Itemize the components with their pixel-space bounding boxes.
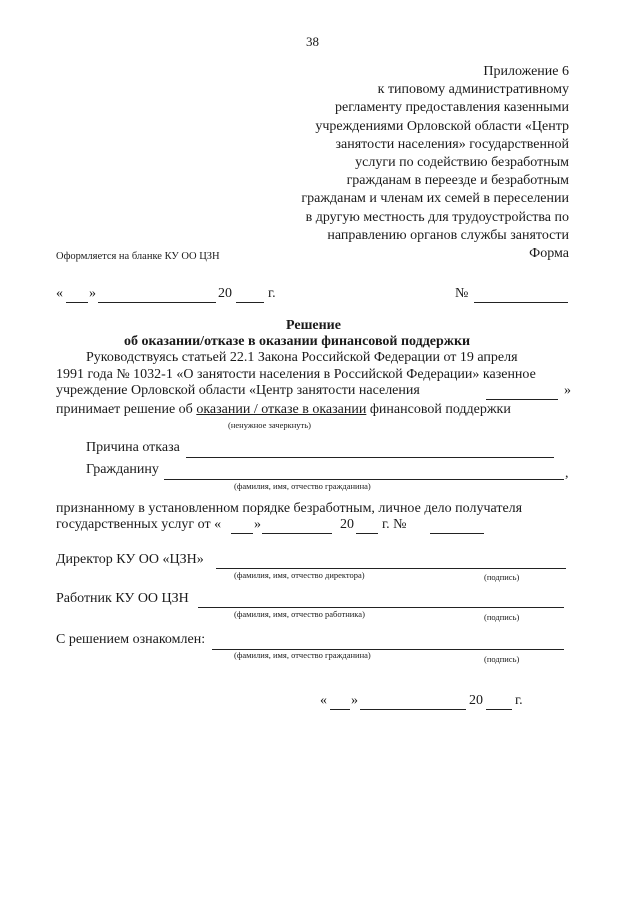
page-number: 38 bbox=[306, 34, 319, 49]
form-label: Форма bbox=[529, 246, 569, 262]
case-number-blank[interactable] bbox=[430, 533, 484, 534]
annex-line: регламенту предоставления казенными bbox=[335, 100, 569, 116]
quote-open: « bbox=[56, 286, 63, 301]
body-line-end: » bbox=[564, 383, 571, 398]
blank-note: Оформляется на бланке КУ ОО ЦЗН bbox=[56, 251, 220, 262]
month-blank bbox=[98, 302, 216, 303]
annex-line: занятости населения» государственной bbox=[335, 136, 569, 152]
quote-open: « bbox=[320, 693, 327, 708]
document-subtitle: об оказании/отказе в оказании финансовой поддержки bbox=[124, 334, 471, 349]
recognized-line: признанному в установленном порядке безработным, личное дело получателя bbox=[56, 501, 523, 516]
case-month-blank[interactable] bbox=[262, 533, 332, 534]
recognized-quote-close: » bbox=[254, 517, 261, 532]
year-suffix: г. bbox=[268, 286, 276, 301]
body-line: 1991 года № 1032-1 «О занятости населения в Российской Федерации» казенное bbox=[56, 367, 536, 382]
number-blank bbox=[474, 302, 568, 303]
recognized-year: 20 bbox=[340, 517, 354, 532]
number-sign: № bbox=[455, 286, 469, 301]
day-blank bbox=[330, 709, 350, 710]
recognized-suffix: г. № bbox=[382, 517, 407, 532]
citizen-note: (фамилия, имя, отчество гражданина) bbox=[234, 481, 371, 491]
center-name-blank[interactable] bbox=[486, 399, 558, 400]
year-suffix: г. bbox=[515, 693, 523, 708]
year-prefix: 20 bbox=[218, 286, 232, 301]
director-name-note: (фамилия, имя, отчество директора) bbox=[234, 570, 365, 580]
annex-line: услуги по содействию безработным bbox=[355, 155, 569, 171]
comma: , bbox=[565, 466, 569, 481]
month-blank bbox=[360, 709, 466, 710]
refusal-reason-label: Причина отказа bbox=[86, 440, 180, 455]
case-day-blank[interactable] bbox=[231, 533, 253, 534]
strike-note: (ненужное зачеркнуть) bbox=[228, 420, 311, 430]
document-title: Решение bbox=[286, 318, 341, 333]
acquainted-name-note: (фамилия, имя, отчество гражданина) bbox=[234, 650, 371, 660]
quote-close: » bbox=[351, 693, 358, 708]
year-blank bbox=[486, 709, 512, 710]
decision-line bbox=[56, 402, 511, 418]
worker-name-note: (фамилия, имя, отчество работника) bbox=[234, 609, 365, 619]
year-blank bbox=[236, 302, 264, 303]
acquainted-label: С решением ознакомлен: bbox=[56, 632, 206, 647]
citizen-blank[interactable] bbox=[164, 479, 564, 480]
annex-line: гражданам в переезде и безработным bbox=[346, 173, 569, 189]
year-prefix: 20 bbox=[469, 693, 483, 708]
decision-options[interactable]: оказании / отказе в оказании bbox=[196, 402, 367, 417]
annex-line: учреждениями Орловской области «Центр bbox=[315, 118, 569, 134]
decision-text: принимает решение об bbox=[56, 402, 193, 417]
annex-line: направлению органов службы занятости bbox=[327, 227, 569, 243]
director-sign-note: (подпись) bbox=[484, 572, 520, 582]
annex-line: в другую местность для трудоустройства по bbox=[305, 209, 569, 225]
recognized-line-start: государственных услуг от « bbox=[56, 517, 222, 532]
citizen-label: Гражданину bbox=[86, 462, 159, 477]
director-label: Директор КУ ОО «ЦЗН» bbox=[56, 552, 204, 567]
body-line: учреждение Орловской области «Центр занятости населения bbox=[56, 383, 420, 398]
quote-close: » bbox=[89, 286, 96, 301]
case-year-blank[interactable] bbox=[356, 533, 378, 534]
annex-block bbox=[301, 63, 569, 263]
worker-signature-blank[interactable] bbox=[198, 607, 564, 608]
annex-line: к типовому административному bbox=[377, 82, 569, 98]
worker-label: Работник КУ ОО ЦЗН bbox=[56, 591, 189, 606]
annex-line: Приложение 6 bbox=[483, 64, 569, 79]
refusal-reason-blank[interactable] bbox=[186, 457, 554, 458]
annex-line: гражданам и членам их семей в переселении bbox=[301, 191, 569, 207]
acquainted-sign-note: (подпись) bbox=[484, 654, 520, 664]
day-blank bbox=[66, 302, 88, 303]
body-line: Руководствуясь статьей 22.1 Закона Российской Федерации от 19 апреля bbox=[86, 350, 518, 365]
director-signature-blank[interactable] bbox=[216, 568, 566, 569]
decision-text-end: финансовой поддержки bbox=[369, 402, 511, 417]
worker-sign-note: (подпись) bbox=[484, 612, 520, 622]
